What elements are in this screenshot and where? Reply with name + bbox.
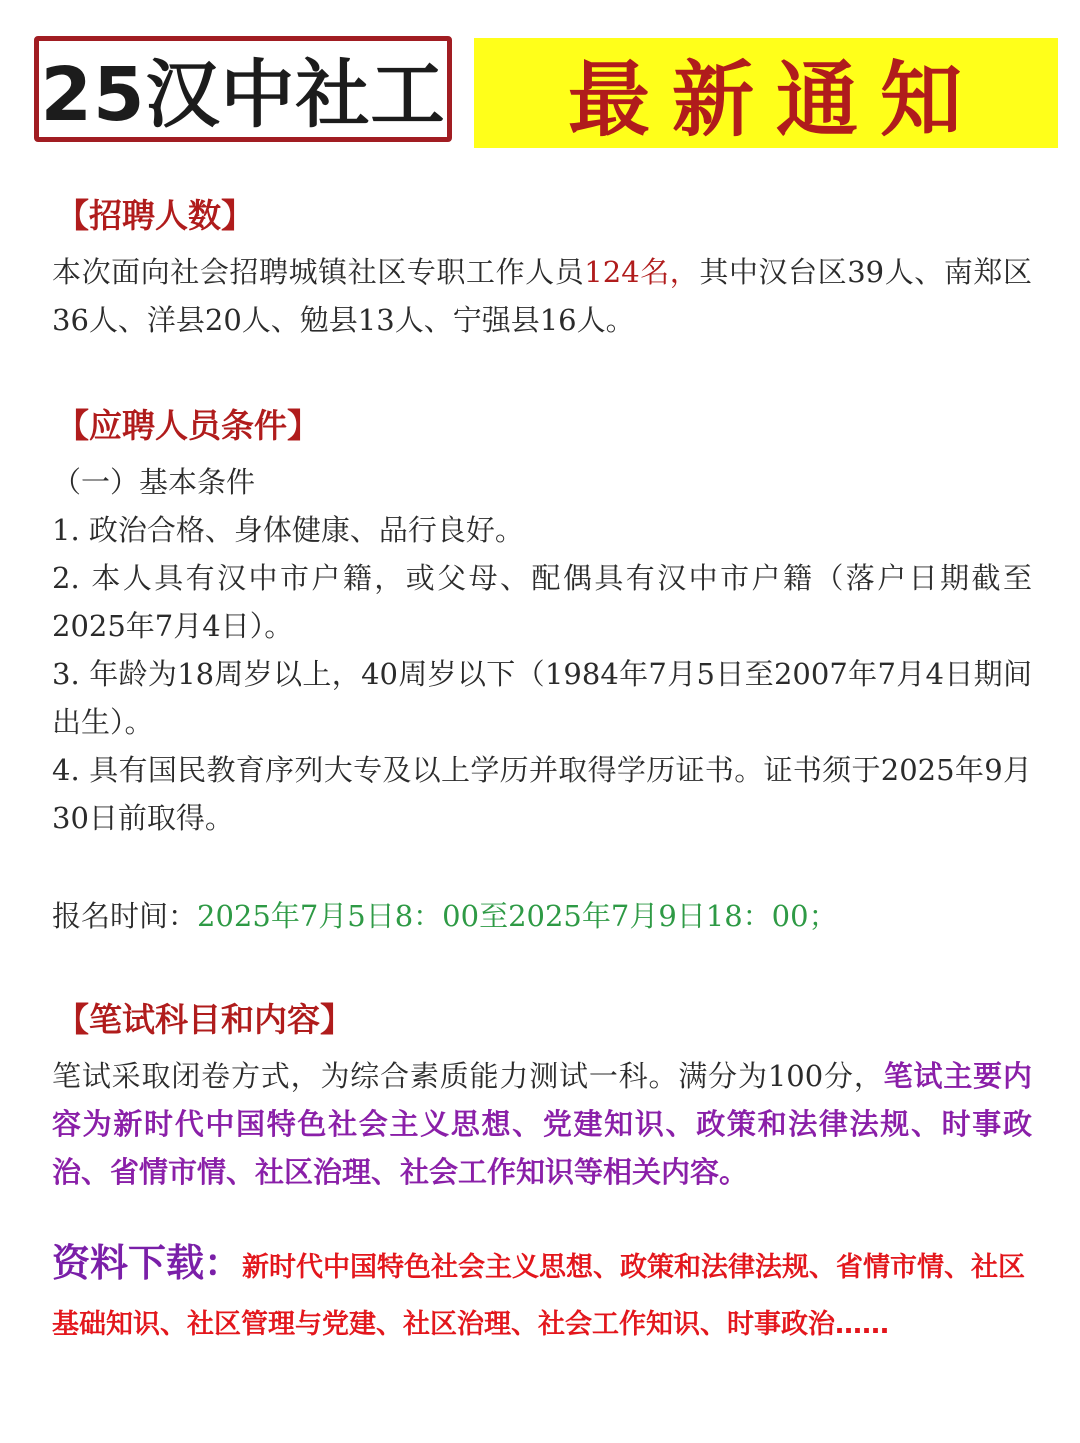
exam-text [52,1052,1032,1196]
download-list: 新时代中国特色社会主义思想、政策和法律法规、省情市情、社区基础知识、社区管理与党建、社区治理、社会工作知识、时事政治…… [52,1252,1026,1340]
registration-label: 报名时间： [52,899,198,933]
recruit-prefix: 本次面向社会招聘城镇社区专职工作人员 [52,255,585,289]
exam-prefix: 笔试采取闭卷方式，为综合素质能力测试一科。满分为100分， [52,1059,884,1093]
condition-item-2: 2. 本人具有汉中市户籍，或父母、配偶具有汉中市户籍（落户日期截至2025年7月4日）。 [52,561,1032,643]
condition-item-3: 3. 年龄为18周岁以上，40周岁以下（1984年7月5日至2007年7月4日期间出生）。 [52,657,1032,739]
condition-item-1: 1. 政治合格、身体健康、品行良好。 [52,513,524,547]
notice-banner [474,38,1058,148]
banner-text: 最新通知 [567,52,984,148]
registration-value: 2025年7月5日8：00至2025年7月9日18：00； [197,899,838,933]
content [52,190,1032,1355]
exam-content: 笔试主要内容为新时代中国特色社会主义思想、党建知识、政策和法律法规、时事政治、省情市情、社区治理、社会工作知识等相关内容。 [52,1059,1032,1189]
condition-item-4: 4. 具有国民教育序列大专及以上学历并取得学历证书。证书须于2025年9月30日前取得。 [52,753,1032,835]
download-label: 资料下载： [52,1241,243,1285]
heading-exam: 【笔试科目和内容】 [56,1000,353,1039]
recruit-breakdown: 其中汉台区39人、南郑区36人、洋县20人、勉县13人、宁强县16人。 [52,255,1032,337]
recruit-total: 124名， [584,255,700,289]
heading-conditions: 【应聘人员条件】 [56,406,320,445]
download-section [52,1236,1032,1355]
conditions-subheading: （一）基本条件 [52,465,256,499]
heading-recruit-count: 【招聘人数】 [56,196,254,235]
recruit-count-text [52,248,1032,344]
title-box [34,36,452,142]
registration-time [52,892,1032,940]
page-title: 25汉中社工 [40,52,446,138]
